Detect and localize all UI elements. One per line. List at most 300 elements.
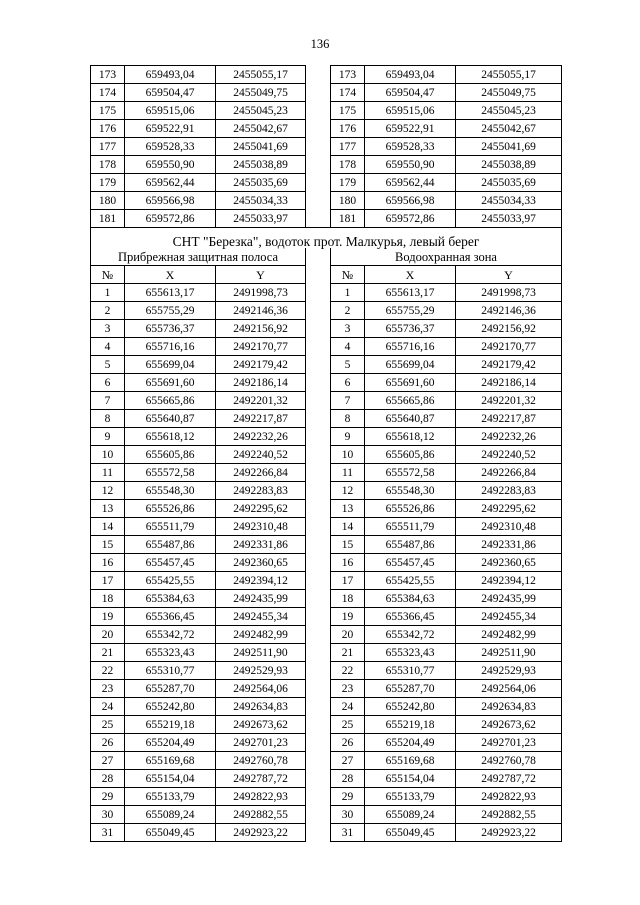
left-y-coordinate: 2455035,69 bbox=[216, 174, 306, 192]
column-gap bbox=[306, 806, 331, 824]
left-x-coordinate: 655665,86 bbox=[125, 392, 216, 410]
right-point-number: 181 bbox=[331, 210, 365, 228]
left-point-number: 16 bbox=[91, 554, 125, 572]
right-point-number: 30 bbox=[331, 806, 365, 824]
right-y-coordinate: 2455055,17 bbox=[456, 66, 562, 84]
left-x-coordinate: 655169,68 bbox=[125, 752, 216, 770]
left-y-coordinate: 2492232,26 bbox=[216, 428, 306, 446]
column-gap bbox=[306, 482, 331, 500]
table-row bbox=[91, 428, 562, 446]
right-subtitle: Водоохранная зона bbox=[331, 248, 562, 266]
column-gap bbox=[306, 428, 331, 446]
right-y-coordinate: 2492923,22 bbox=[456, 824, 562, 842]
left-point-number: 21 bbox=[91, 644, 125, 662]
right-x-coordinate: 659493,04 bbox=[365, 66, 456, 84]
coordinates-table bbox=[90, 65, 562, 842]
left-y-coordinate: 2492564,06 bbox=[216, 680, 306, 698]
table-row bbox=[91, 626, 562, 644]
column-gap bbox=[306, 536, 331, 554]
column-gap bbox=[306, 266, 331, 284]
column-gap bbox=[306, 66, 331, 84]
left-x-coordinate: 659493,04 bbox=[125, 66, 216, 84]
right-y-coordinate: 2492435,99 bbox=[456, 590, 562, 608]
table-row bbox=[91, 734, 562, 752]
right-point-number: 8 bbox=[331, 410, 365, 428]
right-point-number: 24 bbox=[331, 698, 365, 716]
right-y-coordinate: 2455035,69 bbox=[456, 174, 562, 192]
left-point-number: 174 bbox=[91, 84, 125, 102]
left-y-coordinate: 2455049,75 bbox=[216, 84, 306, 102]
right-y-coordinate: 2492360,65 bbox=[456, 554, 562, 572]
right-y-coordinate: 2492455,34 bbox=[456, 608, 562, 626]
table-row bbox=[91, 446, 562, 464]
right-x-coordinate: 655366,45 bbox=[365, 608, 456, 626]
table-row bbox=[91, 680, 562, 698]
left-x-coordinate: 659566,98 bbox=[125, 192, 216, 210]
right-x-coordinate: 655342,72 bbox=[365, 626, 456, 644]
right-point-number: 175 bbox=[331, 102, 365, 120]
table-row bbox=[91, 174, 562, 192]
right-x-coordinate: 655526,86 bbox=[365, 500, 456, 518]
left-y-coordinate: 2492673,62 bbox=[216, 716, 306, 734]
left-point-number: 4 bbox=[91, 338, 125, 356]
left-point-number: 25 bbox=[91, 716, 125, 734]
table-row bbox=[91, 824, 562, 842]
right-point-number: 180 bbox=[331, 192, 365, 210]
right-y-coordinate: 2492634,83 bbox=[456, 698, 562, 716]
left-point-number: 173 bbox=[91, 66, 125, 84]
left-y-coordinate: 2492360,65 bbox=[216, 554, 306, 572]
table-row bbox=[91, 608, 562, 626]
right-y-coordinate: 2455042,67 bbox=[456, 120, 562, 138]
right-x-coordinate: 655755,29 bbox=[365, 302, 456, 320]
right-point-number: 5 bbox=[331, 356, 365, 374]
left-x-coordinate: 655716,16 bbox=[125, 338, 216, 356]
right-point-number: 23 bbox=[331, 680, 365, 698]
left-point-number: 12 bbox=[91, 482, 125, 500]
table-row bbox=[91, 536, 562, 554]
left-x-coordinate: 659550,90 bbox=[125, 156, 216, 174]
left-point-number: 8 bbox=[91, 410, 125, 428]
page-number: 136 bbox=[310, 37, 330, 51]
left-point-number: 28 bbox=[91, 770, 125, 788]
column-gap bbox=[306, 770, 331, 788]
column-gap bbox=[306, 102, 331, 120]
right-point-number: 177 bbox=[331, 138, 365, 156]
left-y-coordinate: 2492882,55 bbox=[216, 806, 306, 824]
right-y-coordinate: 2492201,32 bbox=[456, 392, 562, 410]
right-header-x: X bbox=[365, 266, 456, 284]
right-y-coordinate: 2492701,23 bbox=[456, 734, 562, 752]
left-x-coordinate: 655548,30 bbox=[125, 482, 216, 500]
left-y-coordinate: 2492511,90 bbox=[216, 644, 306, 662]
left-x-coordinate: 655736,37 bbox=[125, 320, 216, 338]
right-x-coordinate: 655133,79 bbox=[365, 788, 456, 806]
table-row bbox=[91, 698, 562, 716]
left-x-coordinate: 655242,80 bbox=[125, 698, 216, 716]
top-rows bbox=[91, 66, 562, 228]
right-x-coordinate: 655457,45 bbox=[365, 554, 456, 572]
left-y-coordinate: 2492331,86 bbox=[216, 536, 306, 554]
right-point-number: 3 bbox=[331, 320, 365, 338]
right-y-coordinate: 2492882,55 bbox=[456, 806, 562, 824]
right-y-coordinate: 2492295,62 bbox=[456, 500, 562, 518]
right-point-number: 18 bbox=[331, 590, 365, 608]
left-x-coordinate: 655310,77 bbox=[125, 662, 216, 680]
table-row bbox=[91, 500, 562, 518]
left-x-coordinate: 655487,86 bbox=[125, 536, 216, 554]
right-point-number: 179 bbox=[331, 174, 365, 192]
left-point-number: 19 bbox=[91, 608, 125, 626]
left-point-number: 7 bbox=[91, 392, 125, 410]
column-gap bbox=[306, 644, 331, 662]
right-y-coordinate: 2455041,69 bbox=[456, 138, 562, 156]
right-y-coordinate: 2492283,83 bbox=[456, 482, 562, 500]
right-x-coordinate: 655204,49 bbox=[365, 734, 456, 752]
left-y-coordinate: 2492283,83 bbox=[216, 482, 306, 500]
right-x-coordinate: 655699,04 bbox=[365, 356, 456, 374]
right-y-coordinate: 2492482,99 bbox=[456, 626, 562, 644]
right-x-coordinate: 655169,68 bbox=[365, 752, 456, 770]
left-y-coordinate: 2492295,62 bbox=[216, 500, 306, 518]
left-x-coordinate: 659522,91 bbox=[125, 120, 216, 138]
left-x-coordinate: 655204,49 bbox=[125, 734, 216, 752]
left-y-coordinate: 2491998,73 bbox=[216, 284, 306, 302]
left-y-coordinate: 2492455,34 bbox=[216, 608, 306, 626]
column-gap bbox=[306, 752, 331, 770]
table-row bbox=[91, 120, 562, 138]
column-gap bbox=[306, 84, 331, 102]
right-y-coordinate: 2492170,77 bbox=[456, 338, 562, 356]
left-point-number: 176 bbox=[91, 120, 125, 138]
left-point-number: 5 bbox=[91, 356, 125, 374]
left-y-coordinate: 2492435,99 bbox=[216, 590, 306, 608]
left-point-number: 177 bbox=[91, 138, 125, 156]
right-x-coordinate: 655089,24 bbox=[365, 806, 456, 824]
right-x-coordinate: 655287,70 bbox=[365, 680, 456, 698]
right-x-coordinate: 655154,04 bbox=[365, 770, 456, 788]
left-point-number: 22 bbox=[91, 662, 125, 680]
right-point-number: 16 bbox=[331, 554, 365, 572]
table-row bbox=[91, 770, 562, 788]
right-y-coordinate: 2492266,84 bbox=[456, 464, 562, 482]
right-point-number: 13 bbox=[331, 500, 365, 518]
section-title: СНТ "Березка", водоток прот. Малкурья, левый берег bbox=[91, 228, 562, 249]
left-x-coordinate: 655526,86 bbox=[125, 500, 216, 518]
section-rows bbox=[91, 284, 562, 842]
right-x-coordinate: 655425,55 bbox=[365, 572, 456, 590]
left-y-coordinate: 2492310,48 bbox=[216, 518, 306, 536]
left-x-coordinate: 659504,47 bbox=[125, 84, 216, 102]
left-y-coordinate: 2492201,32 bbox=[216, 392, 306, 410]
right-y-coordinate: 2492217,87 bbox=[456, 410, 562, 428]
table-row bbox=[91, 284, 562, 302]
left-x-coordinate: 655049,45 bbox=[125, 824, 216, 842]
right-y-coordinate: 2492394,12 bbox=[456, 572, 562, 590]
table-row bbox=[91, 84, 562, 102]
left-point-number: 23 bbox=[91, 680, 125, 698]
left-point-number: 30 bbox=[91, 806, 125, 824]
right-y-coordinate: 2455049,75 bbox=[456, 84, 562, 102]
left-point-number: 24 bbox=[91, 698, 125, 716]
column-gap bbox=[306, 698, 331, 716]
left-x-coordinate: 655366,45 bbox=[125, 608, 216, 626]
column-gap bbox=[306, 554, 331, 572]
right-point-number: 25 bbox=[331, 716, 365, 734]
right-point-number: 12 bbox=[331, 482, 365, 500]
right-point-number: 173 bbox=[331, 66, 365, 84]
right-y-coordinate: 2455045,23 bbox=[456, 102, 562, 120]
left-x-coordinate: 655457,45 bbox=[125, 554, 216, 572]
right-point-number: 17 bbox=[331, 572, 365, 590]
left-point-number: 2 bbox=[91, 302, 125, 320]
table-row bbox=[91, 338, 562, 356]
section-header bbox=[91, 228, 562, 284]
right-x-coordinate: 655736,37 bbox=[365, 320, 456, 338]
right-point-number: 14 bbox=[331, 518, 365, 536]
right-x-coordinate: 659562,44 bbox=[365, 174, 456, 192]
left-y-coordinate: 2455055,17 bbox=[216, 66, 306, 84]
left-y-coordinate: 2455038,89 bbox=[216, 156, 306, 174]
left-x-coordinate: 655089,24 bbox=[125, 806, 216, 824]
right-point-number: 174 bbox=[331, 84, 365, 102]
left-y-coordinate: 2492701,23 bbox=[216, 734, 306, 752]
left-y-coordinate: 2492923,22 bbox=[216, 824, 306, 842]
right-point-number: 11 bbox=[331, 464, 365, 482]
right-header-number: № bbox=[331, 266, 365, 284]
right-x-coordinate: 655487,86 bbox=[365, 536, 456, 554]
column-gap bbox=[306, 626, 331, 644]
table-row bbox=[91, 192, 562, 210]
left-y-coordinate: 2492822,93 bbox=[216, 788, 306, 806]
column-gap bbox=[306, 608, 331, 626]
left-y-coordinate: 2492787,72 bbox=[216, 770, 306, 788]
left-y-coordinate: 2455042,67 bbox=[216, 120, 306, 138]
left-y-coordinate: 2492634,83 bbox=[216, 698, 306, 716]
table-row bbox=[91, 302, 562, 320]
column-gap bbox=[306, 788, 331, 806]
left-y-coordinate: 2492179,42 bbox=[216, 356, 306, 374]
left-point-number: 14 bbox=[91, 518, 125, 536]
right-y-coordinate: 2492822,93 bbox=[456, 788, 562, 806]
column-gap bbox=[306, 572, 331, 590]
left-x-coordinate: 655605,86 bbox=[125, 446, 216, 464]
table-row bbox=[91, 806, 562, 824]
left-x-coordinate: 655384,63 bbox=[125, 590, 216, 608]
right-point-number: 29 bbox=[331, 788, 365, 806]
left-y-coordinate: 2492760,78 bbox=[216, 752, 306, 770]
right-point-number: 15 bbox=[331, 536, 365, 554]
left-point-number: 9 bbox=[91, 428, 125, 446]
right-x-coordinate: 655323,43 bbox=[365, 644, 456, 662]
right-x-coordinate: 659572,86 bbox=[365, 210, 456, 228]
right-y-coordinate: 2492787,72 bbox=[456, 770, 562, 788]
left-point-number: 181 bbox=[91, 210, 125, 228]
left-y-coordinate: 2492240,52 bbox=[216, 446, 306, 464]
left-y-coordinate: 2492482,99 bbox=[216, 626, 306, 644]
right-point-number: 19 bbox=[331, 608, 365, 626]
right-point-number: 21 bbox=[331, 644, 365, 662]
right-x-coordinate: 659550,90 bbox=[365, 156, 456, 174]
right-y-coordinate: 2455033,97 bbox=[456, 210, 562, 228]
table-row bbox=[91, 788, 562, 806]
table-row bbox=[91, 644, 562, 662]
right-x-coordinate: 659528,33 bbox=[365, 138, 456, 156]
column-gap bbox=[306, 338, 331, 356]
left-y-coordinate: 2455041,69 bbox=[216, 138, 306, 156]
right-y-coordinate: 2492310,48 bbox=[456, 518, 562, 536]
right-x-coordinate: 655384,63 bbox=[365, 590, 456, 608]
left-point-number: 178 bbox=[91, 156, 125, 174]
column-gap bbox=[306, 284, 331, 302]
right-x-coordinate: 655716,16 bbox=[365, 338, 456, 356]
left-x-coordinate: 659528,33 bbox=[125, 138, 216, 156]
column-gap bbox=[306, 464, 331, 482]
left-y-coordinate: 2492186,14 bbox=[216, 374, 306, 392]
right-point-number: 22 bbox=[331, 662, 365, 680]
right-point-number: 9 bbox=[331, 428, 365, 446]
left-y-coordinate: 2455045,23 bbox=[216, 102, 306, 120]
left-y-coordinate: 2455034,33 bbox=[216, 192, 306, 210]
left-point-number: 11 bbox=[91, 464, 125, 482]
column-gap bbox=[306, 374, 331, 392]
table-row bbox=[91, 572, 562, 590]
table-row bbox=[91, 662, 562, 680]
table-row bbox=[91, 156, 562, 174]
right-x-coordinate: 655242,80 bbox=[365, 698, 456, 716]
right-x-coordinate: 655665,86 bbox=[365, 392, 456, 410]
left-x-coordinate: 655342,72 bbox=[125, 626, 216, 644]
left-point-number: 180 bbox=[91, 192, 125, 210]
left-subtitle: Прибрежная защитная полоса bbox=[91, 248, 306, 266]
right-point-number: 4 bbox=[331, 338, 365, 356]
left-point-number: 27 bbox=[91, 752, 125, 770]
left-point-number: 17 bbox=[91, 572, 125, 590]
left-x-coordinate: 659572,86 bbox=[125, 210, 216, 228]
left-point-number: 1 bbox=[91, 284, 125, 302]
right-y-coordinate: 2492331,86 bbox=[456, 536, 562, 554]
left-point-number: 29 bbox=[91, 788, 125, 806]
left-point-number: 31 bbox=[91, 824, 125, 842]
column-gap bbox=[306, 518, 331, 536]
right-y-coordinate: 2492673,62 bbox=[456, 716, 562, 734]
left-x-coordinate: 655133,79 bbox=[125, 788, 216, 806]
coordinates-document bbox=[90, 65, 561, 842]
right-x-coordinate: 655219,18 bbox=[365, 716, 456, 734]
right-point-number: 7 bbox=[331, 392, 365, 410]
left-header-x: X bbox=[125, 266, 216, 284]
right-point-number: 20 bbox=[331, 626, 365, 644]
column-gap bbox=[306, 210, 331, 228]
left-x-coordinate: 655323,43 bbox=[125, 644, 216, 662]
table-row bbox=[91, 464, 562, 482]
column-gap bbox=[306, 680, 331, 698]
left-x-coordinate: 655154,04 bbox=[125, 770, 216, 788]
right-y-coordinate: 2455034,33 bbox=[456, 192, 562, 210]
table-row bbox=[91, 392, 562, 410]
right-point-number: 26 bbox=[331, 734, 365, 752]
right-x-coordinate: 655605,86 bbox=[365, 446, 456, 464]
right-x-coordinate: 659522,91 bbox=[365, 120, 456, 138]
column-gap bbox=[306, 248, 331, 266]
right-y-coordinate: 2491998,73 bbox=[456, 284, 562, 302]
right-x-coordinate: 655618,12 bbox=[365, 428, 456, 446]
left-y-coordinate: 2492156,92 bbox=[216, 320, 306, 338]
left-x-coordinate: 655640,87 bbox=[125, 410, 216, 428]
left-x-coordinate: 655618,12 bbox=[125, 428, 216, 446]
right-x-coordinate: 655640,87 bbox=[365, 410, 456, 428]
column-gap bbox=[306, 320, 331, 338]
left-point-number: 10 bbox=[91, 446, 125, 464]
right-x-coordinate: 655572,58 bbox=[365, 464, 456, 482]
column-gap bbox=[306, 302, 331, 320]
table-row bbox=[91, 320, 562, 338]
right-y-coordinate: 2492186,14 bbox=[456, 374, 562, 392]
right-point-number: 1 bbox=[331, 284, 365, 302]
left-x-coordinate: 655613,17 bbox=[125, 284, 216, 302]
left-point-number: 20 bbox=[91, 626, 125, 644]
left-point-number: 15 bbox=[91, 536, 125, 554]
table-row bbox=[91, 102, 562, 120]
left-y-coordinate: 2455033,97 bbox=[216, 210, 306, 228]
table-row bbox=[91, 752, 562, 770]
left-x-coordinate: 655572,58 bbox=[125, 464, 216, 482]
column-gap bbox=[306, 356, 331, 374]
table-row bbox=[91, 716, 562, 734]
right-point-number: 28 bbox=[331, 770, 365, 788]
left-y-coordinate: 2492394,12 bbox=[216, 572, 306, 590]
right-y-coordinate: 2455038,89 bbox=[456, 156, 562, 174]
left-x-coordinate: 659562,44 bbox=[125, 174, 216, 192]
right-x-coordinate: 659504,47 bbox=[365, 84, 456, 102]
right-y-coordinate: 2492564,06 bbox=[456, 680, 562, 698]
right-y-coordinate: 2492156,92 bbox=[456, 320, 562, 338]
left-point-number: 18 bbox=[91, 590, 125, 608]
table-row bbox=[91, 590, 562, 608]
table-row bbox=[91, 356, 562, 374]
left-point-number: 3 bbox=[91, 320, 125, 338]
left-y-coordinate: 2492266,84 bbox=[216, 464, 306, 482]
left-x-coordinate: 655699,04 bbox=[125, 356, 216, 374]
left-y-coordinate: 2492217,87 bbox=[216, 410, 306, 428]
column-gap bbox=[306, 410, 331, 428]
right-x-coordinate: 655049,45 bbox=[365, 824, 456, 842]
right-point-number: 176 bbox=[331, 120, 365, 138]
column-gap bbox=[306, 120, 331, 138]
right-x-coordinate: 655511,79 bbox=[365, 518, 456, 536]
column-gap bbox=[306, 392, 331, 410]
left-y-coordinate: 2492170,77 bbox=[216, 338, 306, 356]
left-point-number: 6 bbox=[91, 374, 125, 392]
column-gap bbox=[306, 716, 331, 734]
table-row bbox=[91, 66, 562, 84]
right-y-coordinate: 2492529,93 bbox=[456, 662, 562, 680]
right-point-number: 178 bbox=[331, 156, 365, 174]
right-header-y: Y bbox=[456, 266, 562, 284]
left-x-coordinate: 655755,29 bbox=[125, 302, 216, 320]
left-header-y: Y bbox=[216, 266, 306, 284]
left-point-number: 175 bbox=[91, 102, 125, 120]
left-point-number: 179 bbox=[91, 174, 125, 192]
left-x-coordinate: 655511,79 bbox=[125, 518, 216, 536]
right-y-coordinate: 2492146,36 bbox=[456, 302, 562, 320]
table-row bbox=[91, 518, 562, 536]
right-y-coordinate: 2492240,52 bbox=[456, 446, 562, 464]
left-x-coordinate: 655219,18 bbox=[125, 716, 216, 734]
right-x-coordinate: 655310,77 bbox=[365, 662, 456, 680]
table-row bbox=[91, 482, 562, 500]
column-gap bbox=[306, 500, 331, 518]
